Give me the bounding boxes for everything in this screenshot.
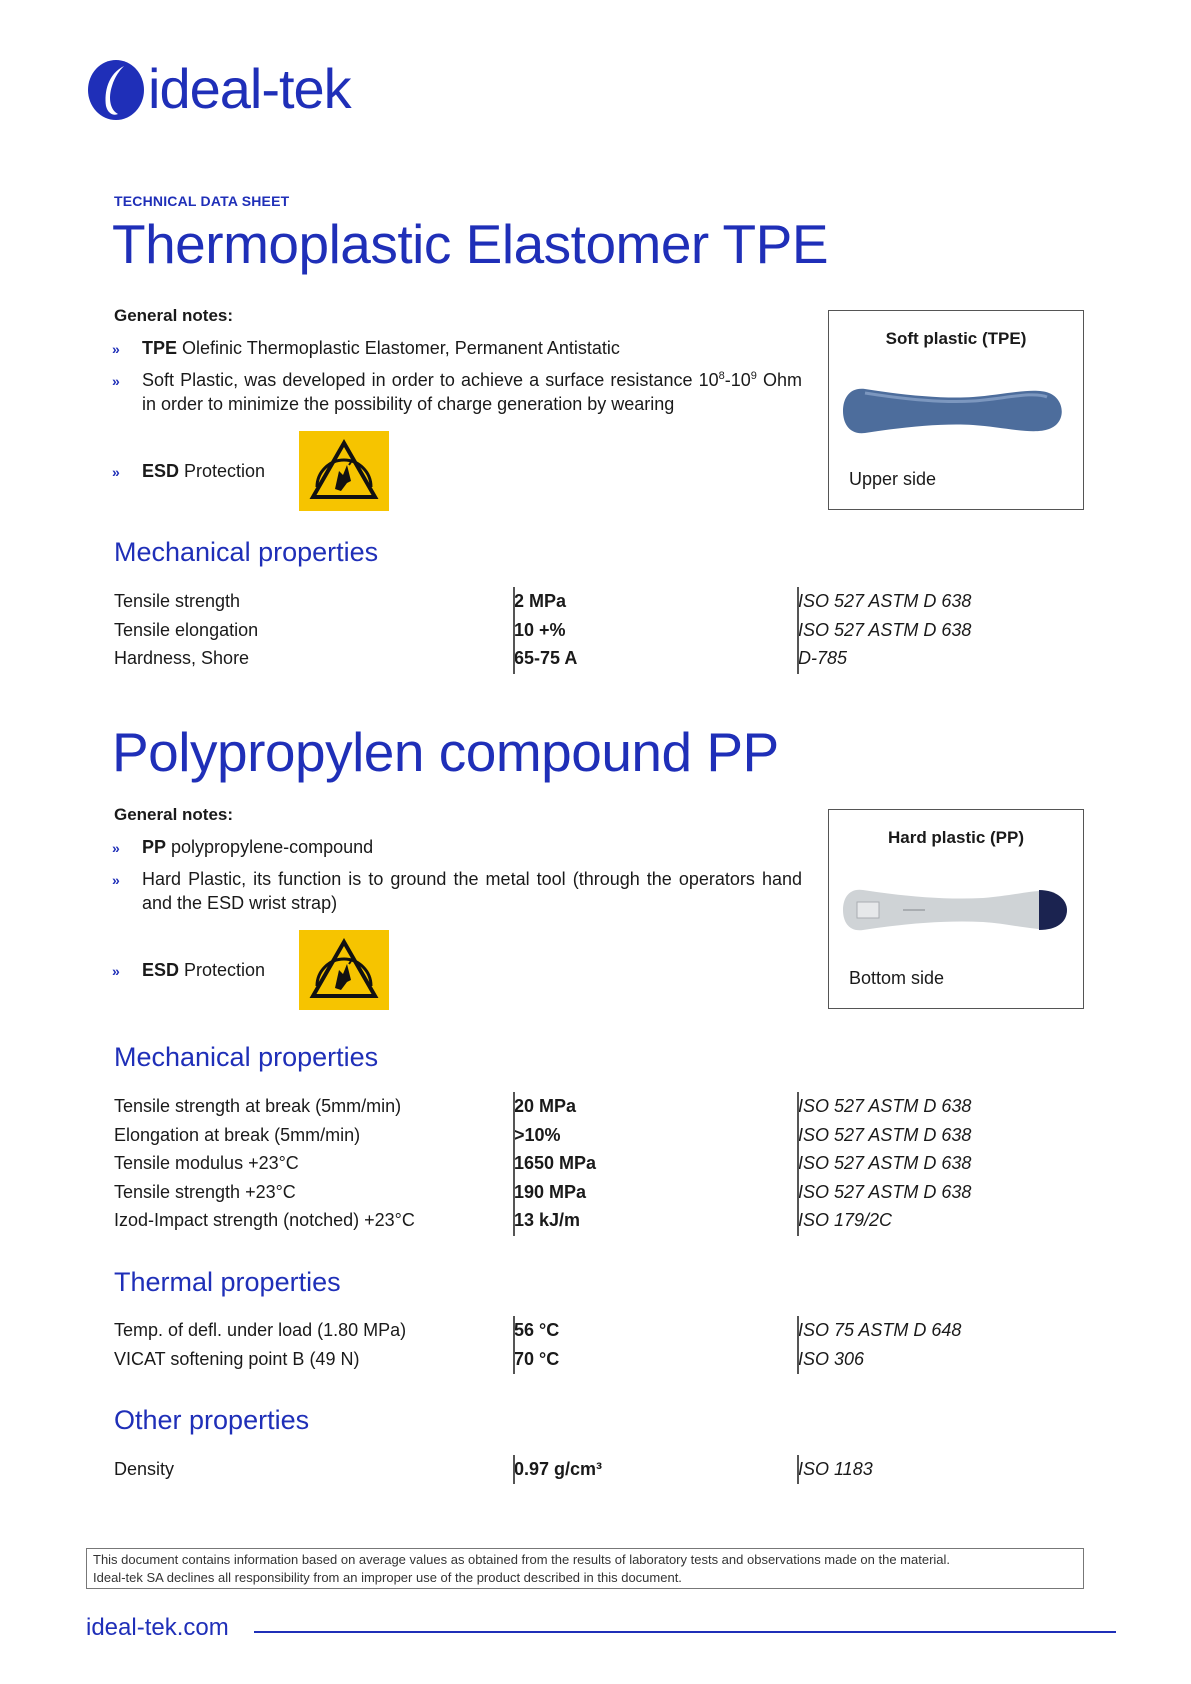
table-row: VICAT softening point B (49 N) 70 °C ISO 306 <box>114 1348 865 1369</box>
tpe-mechanical-heading: Mechanical properties <box>114 537 379 567</box>
pp-bullet-3: » ESD Protection <box>112 958 312 983</box>
tpe-bullet-2: » Soft Plastic, was developed in order to achieve a surface resistance $10^8-10^9$ Ohm in order to minimize the possibility of charge generation by wearing <box>112 370 802 414</box>
esd-warning-icon <box>299 930 389 1010</box>
esd-warning-icon <box>299 431 389 511</box>
pp-handle-image <box>843 878 1069 942</box>
pp-mechanical-heading: Mechanical properties <box>114 1042 379 1072</box>
tpe-bullet-3: » ESD Protection <box>112 459 312 484</box>
bullet-marker-icon: » <box>112 341 120 357</box>
pp-card-title: Hard plastic (PP) <box>887 828 1025 847</box>
pp-other-heading: Other properties <box>114 1405 310 1435</box>
table-row: Density 0.97 g/cm³ ISO 1183 <box>114 1459 873 1479</box>
pp-thermal-heading: Thermal properties <box>114 1267 341 1297</box>
pp-title: Polypropylen compound PP <box>112 721 779 783</box>
pp-notes-label: General notes: <box>114 805 234 824</box>
table-row: Temp. of defl. under load (1.80 MPa) 56 °C ISO 75 ASTM D 648 <box>114 1320 962 1340</box>
bullet-marker-icon: » <box>112 464 120 480</box>
tpe-card-caption: Upper side <box>849 469 937 489</box>
tpe-card-title: Soft plastic (TPE) <box>885 329 1027 348</box>
tpe-handle-image <box>843 379 1069 443</box>
disclaimer-line: This document contains information based on average values as obtained from the results of laboratory tests and observations made on the material. <box>93 1552 951 1567</box>
table-row: Tensile modulus +23°C 1650 MPa ISO 527 ASTM D 638 <box>114 1153 972 1173</box>
table-row: Tensile strength 2 MPa ISO 527 ASTM D 638 <box>114 591 972 611</box>
bullet-marker-icon: » <box>112 840 120 856</box>
table-divider <box>513 1092 515 1236</box>
table-row: Tensile elongation 10 +% ISO 527 ASTM D 638 <box>114 619 972 640</box>
table-divider <box>513 1455 515 1484</box>
tpe-notes-label: General notes: <box>114 306 234 325</box>
disclaimer-line: Ideal-tek SA declines all responsibility from an improper use of the product described in this document. <box>93 1570 682 1585</box>
table-row: Izod-Impact strength (notched) +23°C 13 kJ/m ISO 179/2C <box>114 1210 893 1230</box>
tpe-mechanical-table <box>114 587 1074 673</box>
table-row: Elongation at break (5mm/min) >10% ISO 527 ASTM D 638 <box>114 1124 972 1145</box>
tpe-sample-card <box>828 310 1084 510</box>
table-row: Tensile strength +23°C 190 MPa ISO 527 ASTM D 638 <box>114 1181 972 1202</box>
pp-card-caption: Bottom side <box>849 968 945 988</box>
ideal-tek-logo-mark <box>86 58 146 122</box>
bullet-marker-icon: » <box>112 373 120 389</box>
document-type-label: TECHNICAL DATA SHEET <box>114 193 290 209</box>
bullet-marker-icon: » <box>112 872 120 888</box>
brand-wordmark: ideal-tek <box>148 57 351 120</box>
disclaimer-box <box>86 1548 1084 1589</box>
table-divider <box>797 1092 799 1236</box>
footer-rule <box>254 1631 1116 1633</box>
table-divider <box>797 587 799 674</box>
pp-bullet-1: » PP polypropylene-compound <box>112 835 802 860</box>
pp-other-table <box>114 1455 1074 1484</box>
table-divider <box>513 587 515 674</box>
pp-sample-card <box>828 809 1084 1009</box>
table-row: Hardness, Shore 65-75 A D-785 <box>114 648 848 668</box>
tpe-title: Thermoplastic Elastomer TPE <box>112 213 829 275</box>
bullet-marker-icon: » <box>112 963 120 979</box>
table-divider <box>797 1455 799 1484</box>
pp-mechanical-table <box>114 1092 1074 1235</box>
table-divider <box>513 1316 515 1374</box>
pp-bullet-2: » Hard Plastic, its function is to ground the metal tool (through the operators hand and the ESD wrist strap) <box>112 869 802 913</box>
table-row: Tensile strength at break (5mm/min) 20 MPa ISO 527 ASTM D 638 <box>114 1096 972 1116</box>
pp-thermal-table <box>114 1316 1074 1373</box>
tpe-bullet-1: » TPE Olefinic Thermoplastic Elastomer, Permanent Antistatic <box>112 336 802 361</box>
table-divider <box>797 1316 799 1374</box>
footer-website-link[interactable]: ideal-tek.com <box>86 1614 229 1641</box>
